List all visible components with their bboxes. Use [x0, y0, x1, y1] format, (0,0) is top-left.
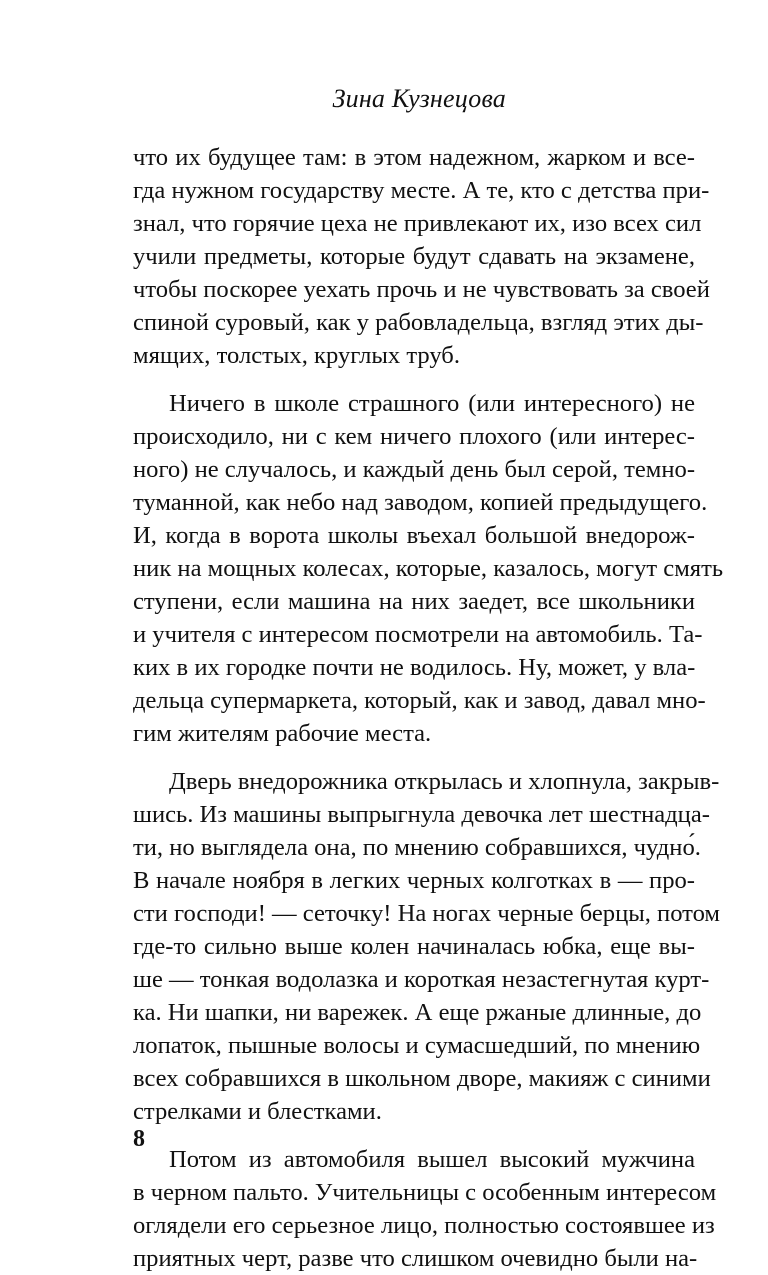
text-line: приятных черт, разве что слишком очевидно были на- [133, 1245, 698, 1272]
text-line: всех собравшихся в школьном дворе, макияж с синими [133, 1065, 711, 1092]
text-line: знал, что горячие цеха не привлекают их, изо всех сил [133, 210, 702, 237]
text-line: спиной суровый, как у рабовладельца, взгляд этих ды- [133, 309, 704, 336]
text-line: И, когда в ворота школы въехал большой внедорож- [133, 522, 695, 549]
text-line: чтобы поскорее уехать прочь и не чувствовать за своей [133, 276, 710, 303]
text-line: что их будущее там: в этом надежном, жарком и все- [133, 144, 695, 171]
paragraph-1 [133, 141, 710, 372]
paragraph-3 [133, 765, 720, 1128]
text-line: учили предметы, которые будут сдавать на экзамене, [133, 243, 695, 270]
text-line: происходило, ни с кем ничего плохого (или интерес- [133, 423, 695, 450]
text-line: Ничего в школе страшного (или интересного) не [169, 390, 695, 417]
text-line: Дверь внедорожника открылась и хлопнула, закрыв- [169, 768, 720, 795]
body-text [133, 141, 724, 1275]
paragraph-4 [133, 1143, 717, 1275]
text-line: В начале ноября в легких черных колготках в — про- [133, 867, 695, 894]
text-line: ник на мощных колесах, которые, казалось, могут смять [133, 555, 724, 582]
text-line: сти господи! — сеточку! На ногах черные берцы, потом [133, 900, 720, 927]
text-line: ка. Ни шапки, ни варежек. А еще ржаные длинные, до [133, 999, 702, 1026]
text-line: оглядели его серьезное лицо, полностью состоявшее из [133, 1212, 715, 1239]
text-line: Потом из автомобиля вышел высокий мужчина [169, 1146, 695, 1173]
text-line: туманной, как небо над заводом, копией предыдущего. [133, 489, 708, 516]
text-line: и учителя с интересом посмотрели на автомобиль. Та- [133, 621, 703, 648]
text-line: в черном пальто. Учительницы с особенным интересом [133, 1179, 717, 1206]
text-line: лопаток, пышные волосы и сумасшедший, по мнению [133, 1032, 701, 1059]
text-line: стрелками и блестками. [133, 1098, 382, 1125]
text-line: дельца супермаркета, который, как и завод, давал мно- [133, 687, 706, 714]
text-line: где-то сильно выше колен начиналась юбка, еще вы- [133, 933, 695, 960]
text-line: гим жителям рабочие места. [133, 720, 432, 747]
text-line: ти, но выглядела она, по мнению собравшихся, чудно́. [133, 834, 701, 861]
page-number: 8 [133, 1126, 145, 1152]
text-line: ного) не случалось, и каждый день был серой, темно- [133, 456, 696, 483]
paragraph-2 [133, 387, 724, 750]
text-line: шись. Из машины выпрыгнула девочка лет шестнадца- [133, 801, 710, 828]
text-line: ких в их городке почти не водилось. Ну, может, у вла- [133, 654, 696, 681]
text-line: мящих, толстых, круглых труб. [133, 342, 460, 369]
text-line: гда нужном государству месте. А те, кто с детства при- [133, 177, 710, 204]
running-head-author: Зина Кузнецова [332, 84, 506, 113]
text-line: ше — тонкая водолазка и короткая незастегнутая курт- [133, 966, 710, 993]
text-line: ступени, если машина на них заедет, все школьники [133, 588, 695, 615]
